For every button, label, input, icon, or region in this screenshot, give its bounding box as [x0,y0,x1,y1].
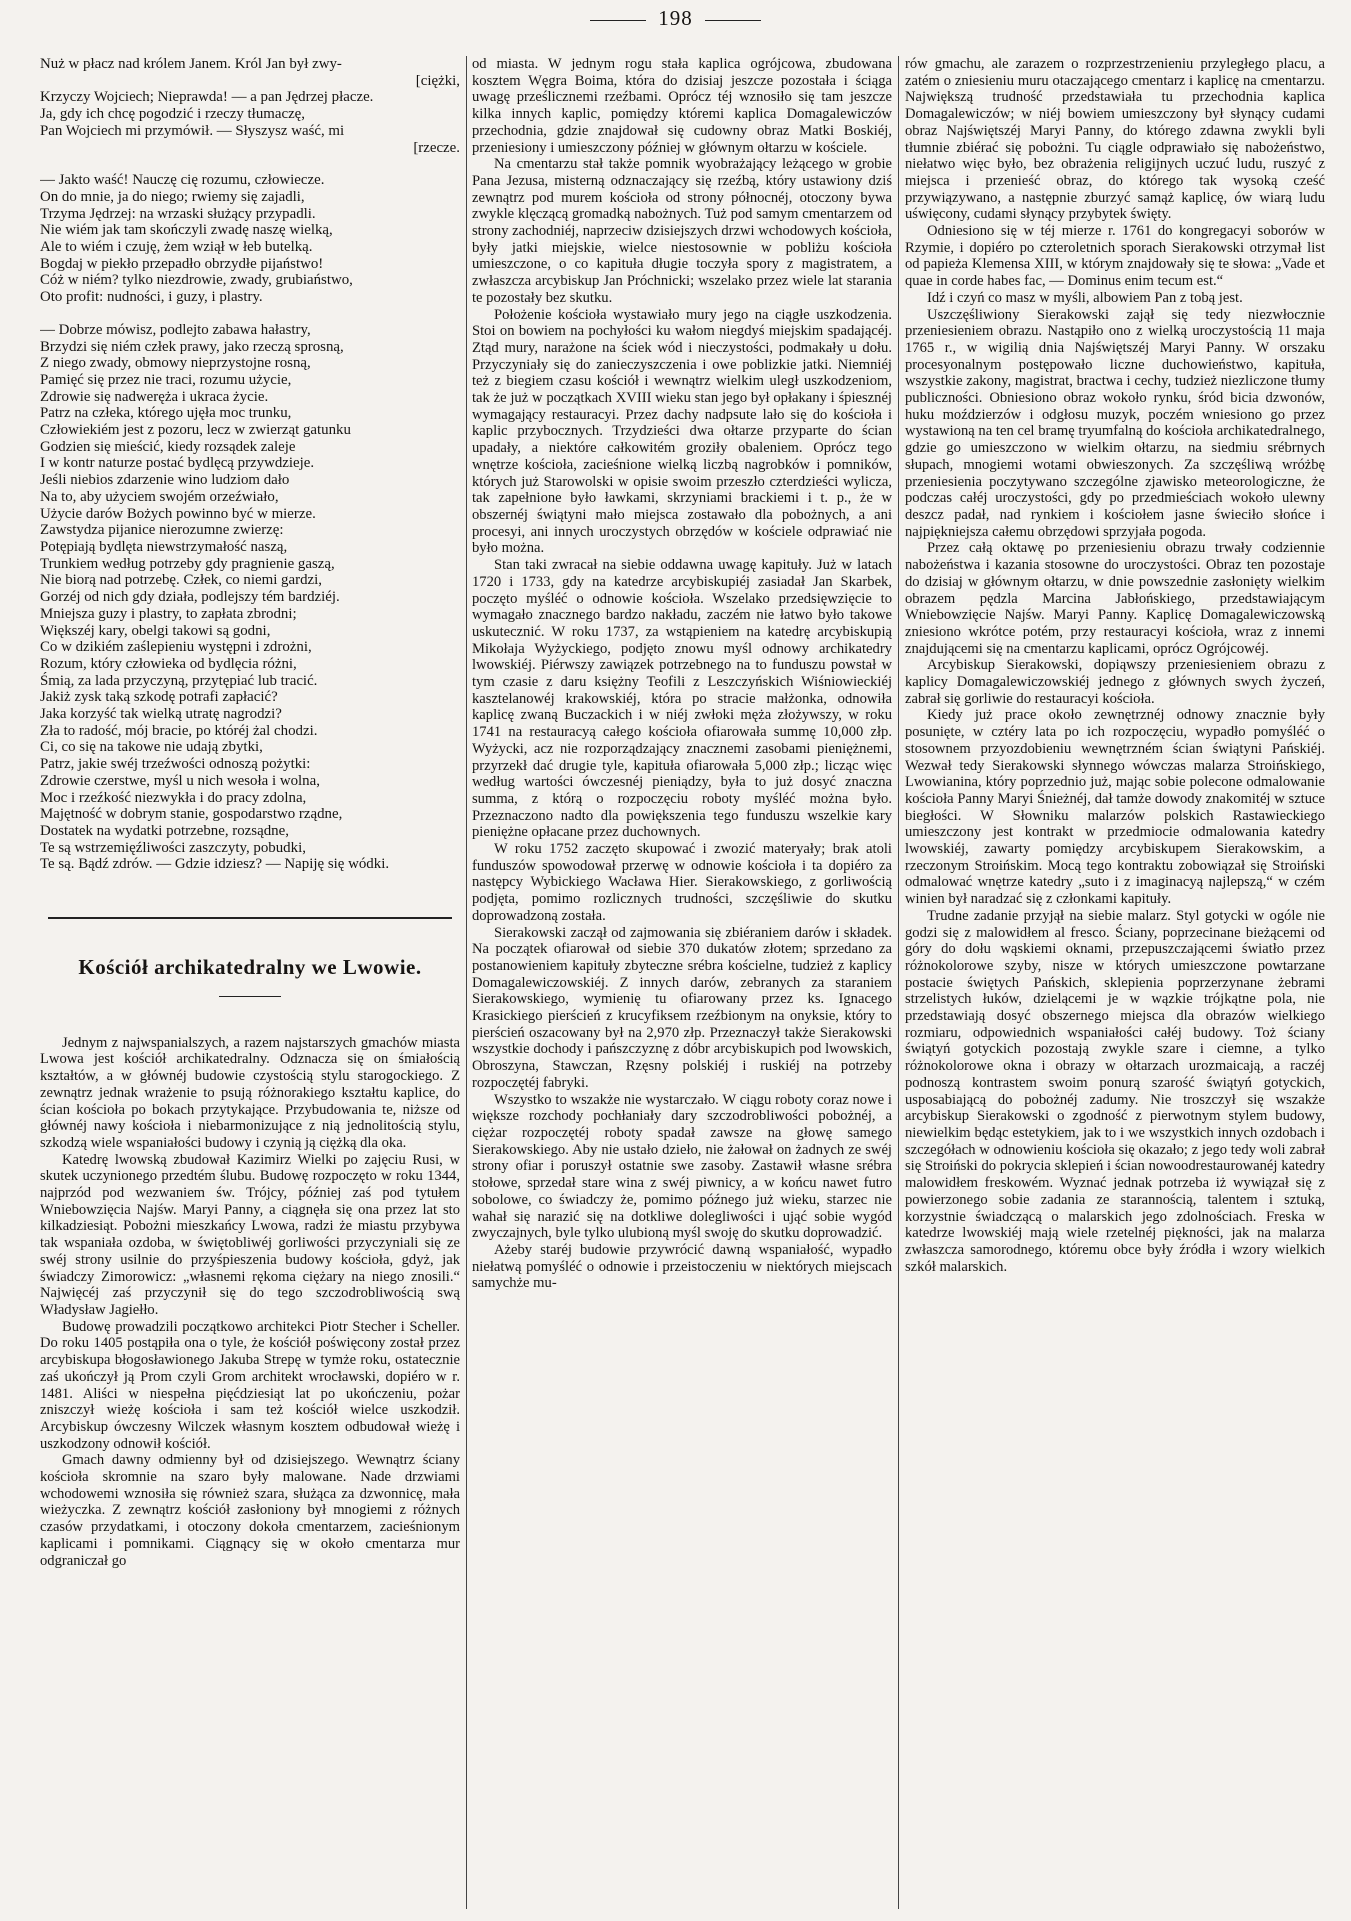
poem-line: Co w dzikiém zaślepieniu występni i zdrożni, [40,639,312,656]
poem-line: Rozum, który człowieka od bydlęcia różni, [40,655,297,672]
column-2 [472,56,892,1909]
poem-line: Zawstydza pijanice nierozumne zwierzę: [40,522,284,539]
poem-line: Człowiekiém jest z pozoru, lecz w zwierząt gatunku [40,422,351,439]
article-paragraph: Sierakowski zaczął od zajmowania się zbiéraniem darów i składek. Na początek ofiarował od siebie 370 dukatów złotem; sprzedano za postanowieniem kapituły zbyteczne srébra kościelne, tudzież z kaplicy Domagalewiczowskiéj. Z innych darów, zebranych za staraniem Sierakowskiego, wymienię tu ofiarowany przez ks. Ignacego Krasickiego pierścień z krucyfiksem rzeźbionym na onyksie, który to pierścień oszacowany był na 2,970 złp. Przeznaczył także Sierakowski wszystkie dochody i pańszczyznę z dóbr arcybiskupich pod lwowskich, Obroszyna, Stawczan, Rzęsny polskiéj i ruskiéj na potrzeby rozpoczętéj fabryki. [472,924,892,1091]
poem-line: Użycie darów Bożych powinno być w mierze. [40,505,316,522]
poem-line: — Jakto waść! Nauczę cię rozumu, człowiecze. [40,172,325,189]
poem-line: Gorzéj od nich gdy działa, podlejszy tém bardziéj. [40,589,340,606]
page-header [0,6,1351,31]
article-paragraph: Budowę prowadzili początkowo architekci Piotr Stecher i Scheller. Do roku 1405 postąpiła ona o tyle, że kościół poświęcony został przez arcybiskupa błogosławionego Jakuba Strepę w tymże roku, ostatecznie zaś ukończył ją Prom czyli Grom architekt wrocławski, dopiéro w r. 1481. Aliści w niespełna pięćdziesiąt lat po ukończeniu, pożar zniszczył wieżę kościoła i sam też kościół wielce uszkodził. Arcybiskup ówczesny Wilczek własnym kosztem odbudował wieżę i uszkodzony odnowił kościół. [40,1318,460,1452]
poem-line: — Dobrze mówisz, podlejto zabawa hałastry, [40,321,311,338]
poem-line: Pamięć się przez nie traci, rozumu użycie, [40,371,292,388]
poem-line: Te są. Bądź zdrów. — Gdzie idziesz? — Napiję się wódki. [40,856,390,873]
poem-line: [ciężki, [415,72,460,89]
poem-line: I w kontr naturze postać bydlęcą przywdzieje. [40,455,315,472]
poem-line: Na to, aby użyciem swojém orzeźwiało, [40,488,279,505]
article-paragraph: Wszystko to wszakże nie wystarczało. W ciągu roboty coraz nowe i większe rozchody pochłaniały dary szczodrobliwości pobożnéj, a ciężar rozpoczętéj roboty spadał zawsze na głowę samego Sierakowskiego. Aby nie ustało dzieło, nie żałował on żadnych ze swéj strony ofiar i poruszył ostatnie swe zasoby. Zastawił własne srébra stołowe, sprzedał stare wina z swéj piwnicy, a w końcu nawet futro sobolowe, co świadczy że, pomimo późnego już wieku, starzec nie wahał się narazić się na dotkliwe dolegliwości i ująć sobie wygód zwyczajnych, byle tylko ulubioną myśl swoję do skutku doprowadzić. [472,1091,892,1242]
poem-line: Trunkiem według potrzeby gdy pragnienie gaszą, [40,555,335,572]
poem-line: Jeśli niebios zdarzenie wino ludziom dało [40,472,290,489]
poem-line: Jaka korzyść tak wielką utratę nagrodzi? [40,706,282,723]
poem-line: Brzydzi się niém człek prawy, jako rzeczą sprosną, [40,338,344,355]
title-underline [219,996,281,997]
poem [40,56,460,873]
article-paragraph: Odniesiono się w téj mierze r. 1761 do kongregacyi soborów w Rzymie, i dopiéro po czteroletnich sporach Sierakowski otrzymał list od papieża Klemensa XIII, w którym znajdowały się te słowa: „Vade et quae in corde habes fac, — Dominus enim tecum est.“ [905,223,1325,290]
poem-line: Godzien się mieścić, kiedy rozsądek zaleje [40,438,296,455]
article-paragraph: od miasta. W jednym rogu stała kaplica ogrójcowa, zbudowana kosztem Węgra Boima, która do dzisiaj jeszcze pozostała i ściąga uwagę prześlicznemi rzeźbami. Oprócz téj wznosiło się tam jeszcze kilka innych kaplic, pomiędzy któremi kaplica Domagalewiczów przechodnia, gdzie znajdował się cudowny obraz Matki Boskiéj, przeniesiony i umieszczony później w głównym ołtarzu w kościele. [472,56,892,156]
article-body-col3 [905,56,1325,1275]
article-paragraph: W roku 1752 zaczęto skupować i zwozić materyały; brak atoli funduszów spowodował przerwę w odnowie kościoła i ta dopiéro za następcy Wybickiego Wacława Hier. Sierakowskiego, z gorliwością podjęta, pomimo rozlicznych trudności, szczęśliwie do skutku doprowadzoną została. [472,841,892,924]
article-paragraph: Położenie kościoła wystawiało mury jego na ciągłe uszkodzenia. Stoi on bowiem na pochyłości ku wałom niegdyś miejskim spadającéj. Ztąd mury, narażone na ściek wód i nieczystości, podmakały u dołu. Przyczyniały się do zanieczyszczenia i owe poblizkie jatki. Niemniéj też z biegiem czasu kościół i wewnątrz wielkim uległ uszkodzeniom, tak że już w początkach XVIII wieku stan jego był opłakany i śpiesznéj wymagający restauracyi. Przez dachy nadpsute lało się do kościoła i kaplic przybocznych. Trzydzieści dwa ołtarze przyparte do ścian upadały, a niektóre całkowitém groziły obaleniem. Oprócz tego wnętrze kościoła, zacieśnione wielką liczbą nagrobków i pomników, których już Starowolski w opisie swoim przeszło czterdzieści wylicza, tak zapełnione było ławkami, skrzyniami brackiemi i t. p., że w obszernéj świątyni mało miejsca zostawało dla pobożnych, a ani procesyi, ani innych uroczystych obrzędów w kościele odprawiać nie było można. [472,306,892,557]
poem-line: Moc i rzeźkość niezwykła i do pracy zdolna, [40,789,307,806]
article-paragraph: Trudne zadanie przyjął na siebie malarz. Styl gotycki w ogóle nie godzi się z malowidłem al fresco. Ściany, poprzecinane bieżącemi od góry do dołu wąskiemi oknami, przepuszczającemi światło przez różnokolorowe szyby, nisze w których umieszczone powtarzane postacie świętych Pańskich, sklepienia poprzerzynane żebrami strzelistych łuków, dzielącemi je w wązkie trójkątne pola, nie przedstawiają dosyć obszernego miejsca dla obrazów wielkiego rozmiaru, odpowiednich wspaniałości całéj budowy. Toż ściany świątyń gotyckich pozostają zwykle szare i ciemne, a tylko różnokolorowe okna i obrazy w ołtarzach urozmaicają, a raczéj podnoszą kontrastem swoim ponurą szarość świątyń gotyckich, usposabiającą do pobożnéj zadumy. Nie troszczył się wszakże arcybiskup Sierakowski o zgodność z pierwotnym stylem budowy, niewielkim będąc estetykiem, jak to i we wszystkich innych ozdobach i szczegółach w odnowieniu kościoła się okazało; z jego tedy woli zabrał się Stroiński do pokrycia sklepień i ścian nowoodrestaurowanéj katedry malowidłem freskowém. Wyznać jednak potrzeba iż wywiązał się z powierzonego sobie zadania ze starannością, talentem i sztuką, korzystnie świadczącą o malarskich jego zdolnościach. Freska w katedrze lwowskiéj mają wiele rzetelnéj piękności, jak na malarza zwłaszcza samorodnego, któremu obce były źródła i wzory wielkich szkół malarskich. [905,907,1325,1275]
column-1 [40,56,460,1909]
article-paragraph: Przez całą oktawę po przeniesieniu obrazu trwały codziennie nabożeństwa i kazania stosowne do uroczystości. Obraz ten pozostaje do dzisiaj w głównym ołtarzu, w dnie powszednie zasłonięty wielkim obrazem pędzla Marcina Jabłońskiego, przedstawiającym Wniebowzięcie Najśw. Maryi Panny. Kaplicę Domagalewiczowską zniesiono wkrótce potém, przy restauracyi kościoła, wraz z innemi znajdującemi się na cmentarzu kaplicami, oprócz Ogrójcowéj. [905,540,1325,657]
poem-line: Ja, gdy ich chcę pogodzić i rzeczy tłumaczę, [40,106,306,123]
article-title: Kościół archikatedralny we Lwowie. [78,955,422,980]
section-divider [48,917,452,919]
poem-line: Te są wstrzemięźliwości zaszczyty, pobudki, [40,839,306,856]
poem-line: Potępiają bydlęta niewstrzymałość naszą, [40,538,288,555]
poem-line: Zła to radość, mój bracie, po któréj żal chodzi. [40,722,318,739]
article-paragraph: Stan taki zwracał na siebie oddawna uwagę kapituły. Już w latach 1720 i 1733, gdy na katedrze arcybiskupiéj zasiadał Jan Skarbek, poczęto myśléć o odnowie kościoła. Wszelako przedsięwzięcie to wymagało znacznego bardzo nakładu, zaczém nie łatwo było takowe uskutecznić. W roku 1737, za wstąpieniem na katedrę arcybiskupią Mikołaja Wyżyckiego, podjęto znowu myśl odnowy archikatedry lwowskiéj. Piérwszy zawiązek potrzebnego na to funduszu powstał w tym czasie z daru księżny Teofili z Leszczyńskich Wiśniowieckiéj kasztelanowéj krakowskiéj, która po stracie małżonka, odnowiła kaplicę zwaną Buczackich i w niéj zwłoki męża złożywszy, w roku 1741 na restauracyą całego kościoła ofiarowała summę 10,000 złp. Wyżycki, acz nie rozporządzający znacznemi zasobami pieniężnemi, przyrzekł dać drugie tyle, kapituła ofiarowała 5,000 złp.; licząc więc według wartości ówczesnéj pieniądzy, była to już dosyć znaczna summa, z którą o rozpoczęciu roboty myśléć można było. Przeznaczono nadto dla powiększenia tego funduszu wszelkie kary pieniężne opłacane przez duchownych. [472,557,892,841]
poem-line: Z niego zwady, obmowy nieprzystojne rosną, [40,355,311,372]
poem-line: Zdrowie się nadweręża i ukraca życie. [40,388,269,405]
article-paragraph: Ażeby staréj budowie przywrócić dawną wspaniałość, wypadło niełatwą pomyśléć o odnowie i przeistoczeniu w niektórych miejscach samychże mu- [472,1241,892,1292]
poem-line: Nie wiém jak tam skończyli zwadę naszę wielką, [40,222,333,239]
poem-line: Nie biorą nad potrzebę. Człek, co niemi gardzi, [40,572,322,589]
article-paragraph: Idź i czyń co masz w myśli, albowiem Pan z tobą jest. [927,289,1243,306]
column-rule-2 [898,56,899,1909]
poem-line: Patrz, jakie swéj trzeźwości odnoszą pożytki: [40,756,311,773]
poem-line: Cóż w niém? tylko niezdrowie, zwady, grubiaństwo, [40,272,353,289]
poem-line: Nuż w płacz nad królem Janem. Król Jan był zwy- [40,56,342,72]
article-paragraph: rów gmachu, ale zarazem o rozprzestrzenieniu przyległego placu, a zatém o zniesieniu muru otaczającego cmentarz i kaplicę na cmentarzu. Największą trudność przedstawiała tu przechodnia kaplica Domagalewiczów; w niéj bowiem umieszczony był słynący cudami obraz Najświętszéj Maryi Panny, do którego zdawna zwykli byli tłumnie zbiérać się pobożni. Tu ciągle odprawiało się nabożeństwo, niełatwo więc było, bez obrażenia religijnych uczuć ludu, ruszyć z miejsca i przenieść obraz, do którego tak wysoką cześć przywiązywano, a następnie zburzyć samąż kaplicę, ów wiarą ludu uświęcony, cudami słynący przybytek święty. [905,56,1325,223]
article-paragraph: Gmach dawny odmienny był od dzisiejszego. Wewnątrz ściany kościoła skromnie na szaro były malowane. Nade drzwiami wchodowemi wznosiła się również szara, służąca za dzwonnicę, mała wieżyczka. Z zewnątrz kościół zasłoniony był mnogiemi z różnych czasów przydatkami, i otoczony dokoła cmentarzem, zacieśnionym kaplicami i pomnikami. Ciągnący się w około cmentarza mur odgraniczał go [40,1452,460,1569]
header-dash-left [590,20,646,21]
poem-line: Śmią, za lada przyczyną, przytępiać lub tracić. [40,672,318,689]
poem-line: Trzyma Jędrzej: na wrzaski służący przypadli. [40,205,316,222]
poem-line: Ale to wiém i czuję, żem wziął w łeb butelką. [40,239,313,256]
article-paragraph: Arcybiskup Sierakowski, dopiąwszy przeniesieniem obrazu z kaplicy Domagalewiczowskiéj jednego z głównych swych życzeń, zabrał się gorliwie do restauracyi kościoła. [905,657,1325,707]
poem-line: Pan Wojciech mi przymówił. — Słyszysz waść, mi [40,122,345,139]
poem-line: Zdrowie czerstwe, myśl u nich wesoła i wolna, [40,772,320,789]
column-3 [905,56,1325,1909]
header-dash-right [705,20,761,21]
poem-line: Krzyczy Wojciech; Nieprawda! — a pan Jędrzej płacze. [40,89,374,106]
column-rule-1 [466,56,467,1909]
poem-line: Oto profit: nudności, i guzy, i plastry. [40,289,263,306]
poem-line: [rzecze. [413,139,460,156]
article-paragraph: Na cmentarzu stał także pomnik wyobrażający leżącego w grobie Pana Jezusa, misterną odznaczający się rzeźbą, który ustawiony dziś zewnątrz pod murem kościoła od strony północnéj, otoczony bywa zwykle klęczącą gromadką nabożnych. Tuż pod samym cmentarzem od strony zachodniéj, naprzeciw dzisiejszych drzwi wchodowych kościoła, były jatki miejskie, wielce niestosownie w pobliżu kościoła umieszczone, o co kapituła długie toczyła spory z magistratem, a zwłaszcza arcybiskup Jan Próchnicki; wszelako przez wiele lat starania te pozostały bez skutku. [472,156,892,306]
poem-line: Majętność w dobrym stanie, gospodarstwo rządne, [40,806,343,823]
article-body-col1 [40,1035,460,1570]
poem-line: Jakiż zysk taką szkodę potrafi zapłacić? [40,689,278,706]
poem-line: Większéj kary, obelgi takowi są godni, [40,622,271,639]
poem-line: On do mnie, ja do niego; rwiemy się zajadli, [40,188,305,205]
article-paragraph: Uszczęśliwiony Sierakowski zajął się tedy niezwłocznie przeniesieniem obrazu. Nastąpiło ono z wielką uroczystością 11 maja 1765 r., w wigilią dnia Najświętszéj Maryi Panny. W orszaku procesyonalnym postępowało liczne duchowieństwo, kapituła, wszystkie zakony, magistrat, bractwa i cechy, tudzież niezliczone tłumy publiczności. Obniesiono obraz wokoło rynku, śród bicia dzwonów, huku moździerzów i odgłosu muzyk, poczém wniesiono go przez wystawioną na ten cel bramę tryumfalną do kościoła archikatedralnego, gdzie go umieszczono w wielkim ołtarzu, na siedmiu srébrnych słupach, mnogiemi wotami obwieszonych. Za szczęśliwą wróżbę przeniesienia poczytywano szczególne zjawisko meteorologiczne, że podczas całéj uroczystości, gdy po przedmieściach wokoło ulewny deszcz padał, nad rynkiem i kościołem jasne świeciło słońce i najpiękniejsza całemu obrzędowi sprzyjała pogoda. [905,306,1325,540]
page-number: 198 [658,6,693,30]
poem-line: Dostatek na wydatki potrzebne, rozsądne, [40,822,289,839]
article-paragraph: Kiedy już prace około zewnętrznéj odnowy znacznie były posunięte, w cztéry lata po ich rozpoczęciu, wypadło pomyśléć o stosownem przyozdobieniu wewnętrzném ścian świątyni Pańskiéj. Wezwał tedy Sierakowski słynnego wówczas malarza Stroińskiego, Lwowianina, który poprzednio już, mając sobie polecone odmalowanie kościoła Panny Maryi Śnieżnéj, dał tamże dowody znakomitéj w sztuce biegłości. W Słowniku malarzów polskich Rastawieckiego umieszczony jest kontrakt w przedmiocie odmalowania katedry lwowskiéj, zawarty pomiędzy arcybiskupem Sierakowskim, a rzeczonym Stroińskim. Mocą tego kontraktu zobowiązał się Stroiński odmalować wnętrze katedry „suto i z imaginacyą najlepszą,“ w czém winien był naradzać się z członkami kapituły. [905,707,1325,908]
article-body-col2 [472,56,892,1292]
poem-line: Bogdaj w piekło przepadło obrzydłe pijaństwo! [40,255,324,272]
poem-line: Ci, co się na takowe nie udają zbytki, [40,739,263,756]
poem-line: Mniejsza guzy i plastry, to zapłata zbrodni; [40,605,297,622]
poem-line: Patrz na człeka, którego ujęła moc trunku, [40,405,292,422]
article-paragraph: Katedrę lwowską zbudował Kazimirz Wielki po zajęciu Rusi, w skutek uczynionego przedtém ślubu. Budowę rozpoczęto w roku 1344, najprzód pod wezwaniem św. Trójcy, później zaś pod tytułem Wniebowzięcia Najśw. Maryi Panny, a ciągnęła się ona przez lat sto kilkadziesiąt. Pobożni mieszkańcy Lwowa, radzi że miastu przybywa tak wspaniała ozdoba, w świętobliwéj gorliwości przyczyniali się ze swéj strony usilnie do przyśpieszenia budowy kościoła, gdyż, jak świadczy Zimorowicz: „własnemi rękoma ciężary na niego znosili.“ Najwięcéj zaś przyczynił się do tego szczodrobliwością swą Władysław Jagiełło. [40,1151,460,1318]
article-paragraph: Jednym z najwspanialszych, a razem najstarszych gmachów miasta Lwowa jest kościół archikatedralny. Odznacza się on śmiałością kształtów, a w głównéj budowie czystością stylu starogockiego. Z zewnątrz jednak wrażenie to psują różnorakiego kształtu kaplice, do ścian kościoła po bokach przytykające. Przybudowania te, niższe od głównéj nawy kościoła i niebarmonizujące z nią jednolitością stylu, szkodzą wiele wspaniałości budowy i czynią ją ciężką dla oka. [40,1034,460,1151]
